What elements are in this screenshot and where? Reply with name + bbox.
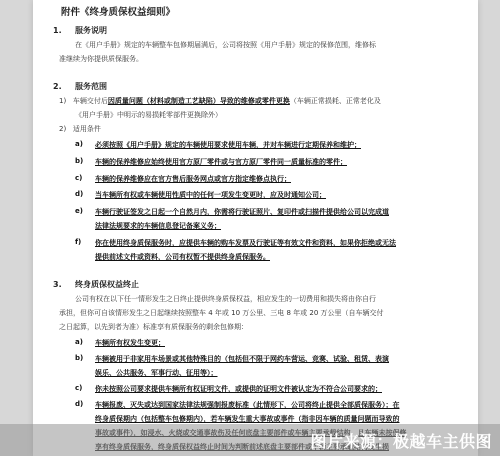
section-1-heading: 1. 服务说明: [53, 26, 107, 35]
item-label-a: a): [75, 140, 83, 148]
term-label-a: a): [75, 338, 83, 346]
condition-f-line-1: 你在使用终身质保服务时，应提供车辆的购车发票及行驶证等有效文件和资料，如果你拒绝或无法: [95, 239, 396, 247]
condition-e-line-2: 法律法规要求的车辆信息登记备案义务；: [95, 222, 221, 230]
termination-d-line-1: 车辆报废、灭失或达到国家法律法规强制报废标准（此情形下，公司将终止提供全部质保服务）；在: [95, 401, 400, 409]
termination-b-line-1: 车辆被用于非家用车场景或其他特殊目的（包括但不限于网约车营运、竞赛、试验、租赁、表演: [95, 355, 389, 363]
item-label-f: f): [75, 238, 82, 246]
section-3-line-2: 承担，但你可自该情形发生之日起继续按照整车 4 年或 10 万公里、三电 8 年或 20 万公里（自车辆交付: [59, 309, 384, 317]
item-label-b: b): [75, 157, 84, 165]
condition-f-line-2: 提供前述文件或资料，公司有权暂不提供终身质保服务。: [95, 253, 270, 261]
section-2-heading: 2. 服务范围: [53, 82, 107, 91]
condition-e-line-1: 车辆行驶证签发之日起一个自然月内，你需将行驶证照片、复印件或扫描件提供给公司以完成道: [95, 208, 389, 216]
termination-c: 你未按照公司要求提供车辆所有权证明文件，或提供的证明文件被认定为不符合公司要求的；: [95, 385, 382, 393]
section-1-line-2: 准继续为你提供质保服务。: [59, 55, 143, 63]
document-page: [33, 0, 478, 456]
image-source-watermark: 图片来源：极越车主供图: [310, 432, 492, 451]
section-2-point-2: 2) 适用条件: [59, 125, 101, 133]
section-2-point-1-cont: 《用户手册》中明示的易损耗零部件更换除外）: [75, 111, 222, 119]
condition-d: 当车辆所有权或车辆使用性质中的任何一项发生变更时，应及时通知公司；: [95, 191, 326, 199]
section-2-point-1: 1) 车辆交付后因质量问题（材料或制造工艺缺陷）导致的维修或零件更换（车辆正常损耗、正常老化及: [59, 97, 381, 105]
section-3-line-1: 公司有权在以下任一情形发生之日终止提供终身质保权益，相应发生的一切费用和损失将由你自行: [75, 295, 376, 303]
termination-b-line-2: 娱乐、公共服务、军事行动、征用等）；: [95, 369, 218, 377]
termination-d-line-2: 终身质保期内（包括整车包修期内），若车辆发生重大事故或事件（指非因车辆的质量问题而导致的: [95, 415, 400, 423]
termination-a: 车辆所有权发生变更；: [95, 339, 165, 347]
section-3-line-3: 之日起算，以先到者为准）标准享有质保服务的剩余包修期：: [59, 323, 248, 331]
term-label-d: d): [75, 400, 84, 408]
document-title: 附件《终身质保权益细则》: [61, 7, 176, 18]
term-label-b: b): [75, 354, 84, 362]
item-label-e: e): [75, 207, 83, 215]
term-label-c: c): [75, 384, 83, 392]
section-3-heading: 3. 终身质保权益终止: [53, 280, 139, 289]
condition-b: 车辆的保养维修应始终使用官方原厂零件或与官方原厂零件同一质量标准的零件；: [95, 158, 347, 166]
section-1-line-1: 在《用户手册》规定的车辆整车包修期届满后，公司将按照《用户手册》规定的保修范围，维修标: [75, 41, 376, 49]
condition-c: 车辆的保养维修应在官方售后服务网点或官方指定维修点执行；: [95, 175, 291, 183]
item-label-d: d): [75, 190, 84, 198]
item-label-c: c): [75, 174, 83, 182]
condition-a: 必须按照《用户手册》规定的车辆使用要求使用车辆，并对车辆进行定期保养和维护；: [95, 141, 361, 149]
